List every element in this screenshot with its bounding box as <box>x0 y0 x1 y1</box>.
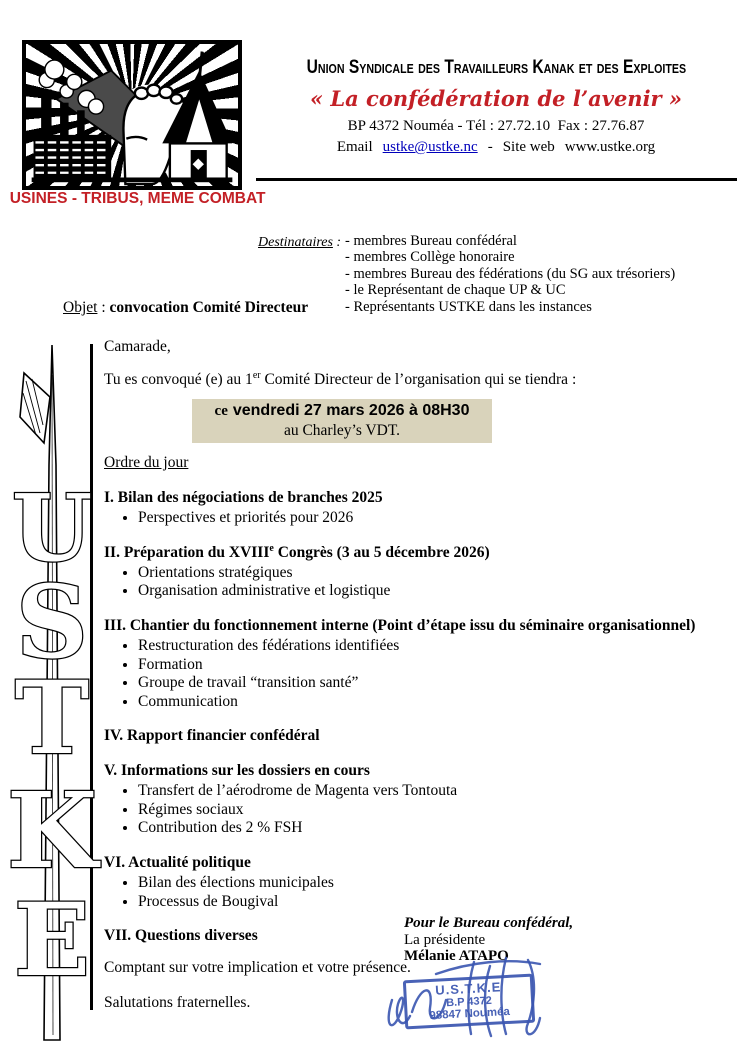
org-contacts <box>256 139 736 156</box>
email-link[interactable]: ustke@ustke.nc <box>382 139 478 155</box>
meeting-datetime: ce vendredi 27 mars 2026 à 08H30 <box>214 402 470 420</box>
agenda-item: • Restructuration des fédérations identifiées <box>138 637 732 655</box>
agenda-title: II. Préparation du XVIIIe Congrès (3 au 5 décembre 2026) <box>104 542 490 561</box>
agenda-item: • Processus de Bougival <box>138 893 732 911</box>
totem-letter-k: K <box>6 769 98 892</box>
recipient-item: - membres Bureau confédéral <box>345 233 517 249</box>
agenda-item: • Régimes sociaux <box>138 801 732 819</box>
closing-line-1: Comptant sur votre implication et votre présence. <box>104 959 411 977</box>
agenda-label: Ordre du jour <box>104 454 189 472</box>
signature-role: La présidente <box>404 931 486 948</box>
ustke-totem-art <box>6 345 98 1045</box>
recipient-item: - membres Collège honoraire <box>345 249 515 266</box>
intro-line: Tu es convoqué (e) au 1er Comité Directeur de l’organisation qui se tiendra : <box>104 370 577 389</box>
stamp-org: U.S.T.K.E <box>434 979 502 998</box>
totem-letter-s: S <box>15 563 89 681</box>
site-url: www.ustke.org <box>564 139 656 155</box>
agenda-item: • Bilan des élections municipales <box>138 874 732 892</box>
totem-letter-e: E <box>13 881 91 999</box>
stamp-city: 98847 Nouméa <box>429 1005 511 1023</box>
meeting-location: au Charley’s VDT. <box>283 422 401 440</box>
closing-line-2: Salutations fraternelles. <box>104 994 251 1012</box>
agenda-item: • Perspectives et priorités pour 2026 <box>138 509 732 527</box>
agenda-item: • Transfert de l’aérodrome de Magenta vers Tontouta <box>138 782 732 800</box>
agenda-item: • Groupe de travail “transition santé” <box>138 674 732 692</box>
letterhead <box>256 57 736 156</box>
agenda-title: VII. Questions diverses <box>104 927 258 945</box>
subject-line: Objet : convocation Comité Directeur <box>63 299 309 316</box>
agenda-section-5 <box>104 757 732 837</box>
agenda-item: • Formation <box>138 656 732 674</box>
agenda-title: V. Informations sur les dossiers en cours <box>104 762 370 780</box>
stamp-bp: B.P 4372 <box>445 994 493 1010</box>
ustke-logo <box>22 40 242 190</box>
agenda-section-3 <box>104 612 732 710</box>
recipients-label: Destinataires : <box>258 235 342 250</box>
org-address: BP 4372 Nouméa - Tél : 27.72.10 Fax : 27.76.87 <box>347 118 645 134</box>
meeting-highlight-box <box>192 399 492 443</box>
salutation: Camarade, <box>104 338 171 355</box>
agenda-section-2 <box>104 539 732 600</box>
letter-body <box>104 338 732 1012</box>
org-name: Union Syndicale des Travailleurs Kanak et des Exploites <box>306 57 686 78</box>
recipient-item: - membres Bureau des fédérations (du SG aux trésoriers) <box>345 265 676 282</box>
signature-on-behalf: Pour le Bureau confédéral, <box>404 915 574 931</box>
totem-letter-t: T <box>14 659 90 777</box>
ustke-logo-art <box>26 44 238 186</box>
recipient-item: - Représentants USTKE dans les instances <box>345 298 592 315</box>
recipient-item: - le Représentant de chaque UP & UC <box>345 282 566 299</box>
subject-value: convocation Comité Directeur <box>109 299 309 316</box>
agenda-title: VI. Actualité politique <box>104 854 251 872</box>
agenda-item: • Contribution des 2 % FSH <box>138 819 732 837</box>
agenda-title: IV. Rapport financier confédéral <box>104 727 320 745</box>
ground-line <box>32 177 233 182</box>
agenda-item: • Orientations stratégiques <box>138 564 732 582</box>
agenda-title: III. Chantier du fonctionnement interne (Point d’étape issu du séminaire organisationnel) <box>104 617 696 635</box>
header-rule <box>256 178 737 181</box>
signature-name: Mélanie ATAPO <box>404 948 509 964</box>
agenda-item: • Communication <box>138 693 732 711</box>
totem-letter-u: U <box>11 474 93 582</box>
contact-separator: - <box>487 139 493 155</box>
agenda-section-1 <box>104 484 732 527</box>
handwritten-signature <box>378 948 578 1043</box>
site-label: Site web <box>502 139 555 155</box>
logo-slogan: USINES - TRIBUS, MEME COMBAT <box>9 190 266 207</box>
agenda-title: I. Bilan des négociations de branches 2025 <box>104 489 383 507</box>
agenda-item: • Organisation administrative et logistique <box>138 582 732 600</box>
org-tagline: « La confédération de l’avenir » <box>309 86 683 111</box>
email-label: Email <box>336 139 373 155</box>
recipients-list <box>345 233 675 315</box>
agenda-section-4 <box>104 722 732 745</box>
agenda-section-6 <box>104 849 732 910</box>
